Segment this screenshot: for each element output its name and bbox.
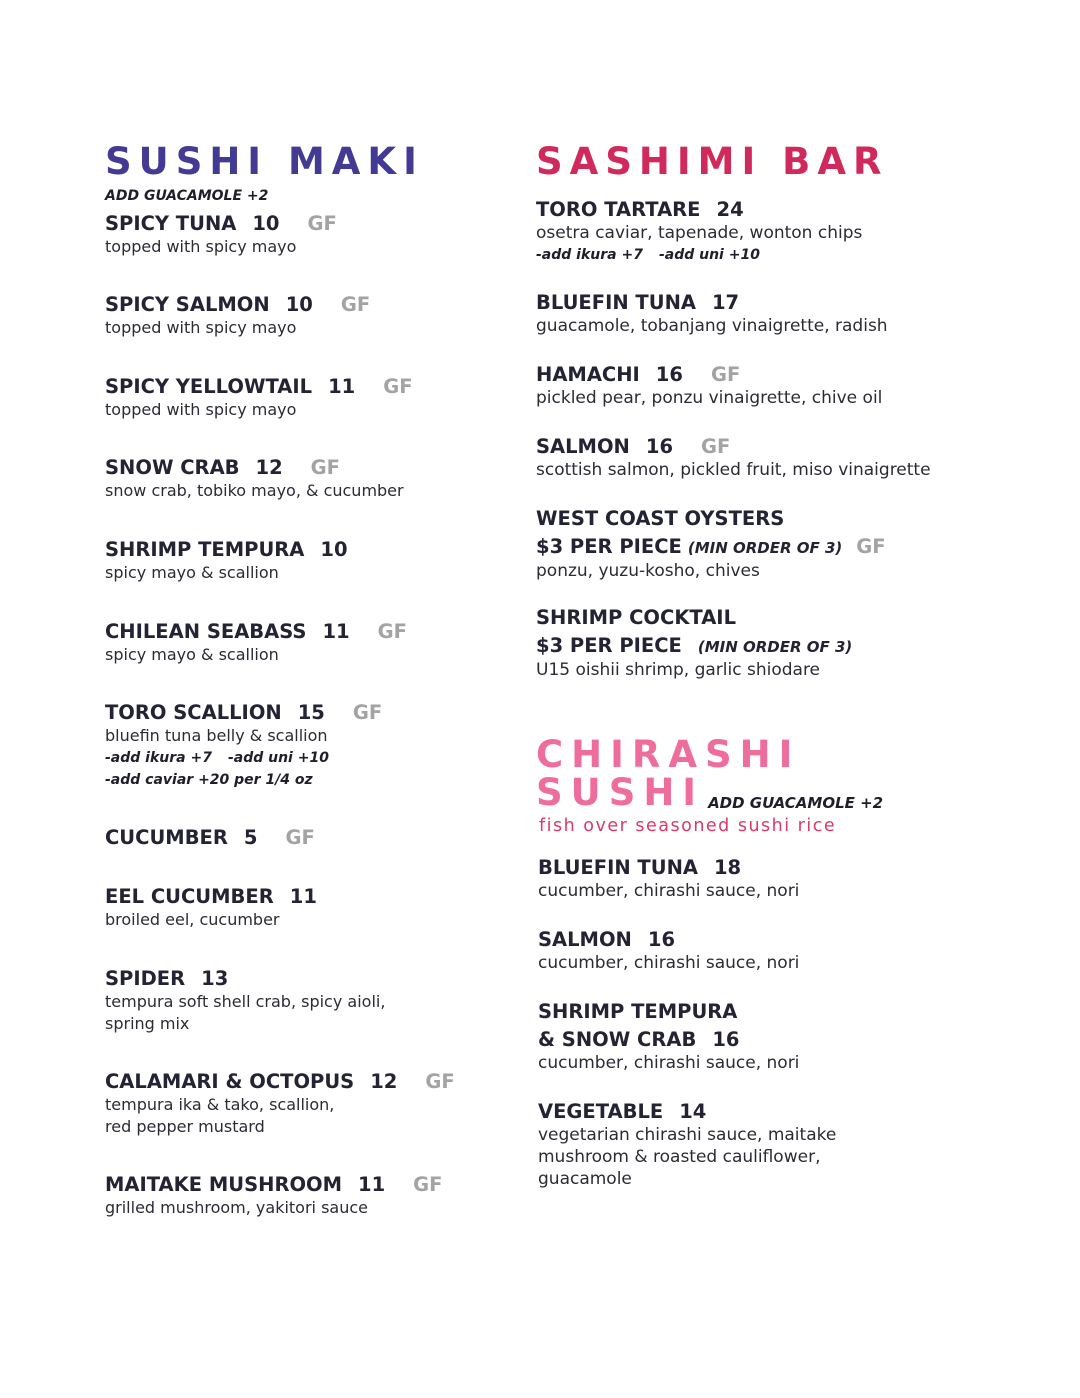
min-order: (MIN ORDER OF 3) — [687, 539, 843, 557]
addon-caviar: -add caviar +20 per 1/4 oz — [105, 772, 313, 788]
addon-ikura: -add ikura +7 — [105, 750, 212, 766]
item-addons — [105, 747, 382, 769]
item-price: 24 — [716, 198, 744, 221]
item-desc: snow crab, tobiko mayo, & cucumber — [105, 481, 404, 500]
menu-item-spicy-tuna — [105, 212, 337, 258]
item-price: 16 — [645, 435, 674, 458]
item-name: WEST COAST OYSTERS — [536, 507, 785, 530]
menu-item-salmon — [536, 435, 931, 481]
item-desc: tempura soft shell crab, spicy aioli, — [105, 992, 386, 1011]
item-desc: pickled pear, ponzu vinaigrette, chive oil — [536, 388, 883, 408]
menu-item-cucumber — [105, 826, 315, 850]
gf-badge: GF — [377, 620, 407, 643]
item-desc: grilled mushroom, yakitori sauce — [105, 1198, 368, 1217]
item-desc: cucumber, chirashi sauce, nori — [538, 881, 800, 901]
item-desc: topped with spicy mayo — [105, 400, 297, 419]
item-desc: guacamole, tobanjang vinaigrette, radish — [536, 316, 888, 336]
gf-badge: GF — [307, 212, 337, 235]
chirashi-title-line1: CHIRASHI — [536, 733, 801, 776]
menu-item-snow-crab — [105, 456, 404, 502]
item-desc: spring mix — [105, 1014, 190, 1033]
item-name: TORO SCALLION — [105, 701, 282, 724]
item-name: CALAMARI & OCTOPUS — [105, 1070, 355, 1093]
menu-item-chirashi-bluefin-tuna — [538, 856, 799, 902]
item-price: 11 — [289, 885, 317, 908]
item-name: SPIDER — [105, 967, 186, 990]
item-desc: cucumber, chirashi sauce, nori — [538, 953, 800, 973]
menu-item-chirashi-salmon — [538, 928, 799, 974]
chirashi-subtitle: fish over seasoned sushi rice — [539, 816, 837, 836]
item-name: MAITAKE MUSHROOM — [105, 1173, 343, 1196]
item-price: 15 — [297, 701, 325, 724]
item-desc: osetra caviar, tapenade, wonton chips — [536, 223, 863, 243]
gf-badge: GF — [340, 293, 371, 316]
gf-badge: GF — [710, 363, 741, 386]
gf-badge: GF — [701, 435, 731, 458]
item-price: 11 — [328, 375, 356, 398]
menu-item-west-coast-oysters — [536, 507, 886, 582]
addon-uni: -add uni +10 — [227, 750, 329, 766]
menu-item-spicy-yellowtail — [105, 375, 413, 421]
item-addons — [536, 244, 862, 266]
addon-ikura: -add ikura +7 — [536, 247, 643, 263]
item-price: 16 — [655, 363, 683, 386]
item-price: 16 — [647, 928, 676, 951]
item-name: SHRIMP TEMPURA — [538, 1000, 738, 1023]
item-desc: red pepper mustard — [105, 1117, 265, 1136]
gf-badge: GF — [285, 826, 315, 849]
menu-item-shrimp-cocktail — [536, 606, 852, 681]
sashimi-section — [536, 140, 976, 680]
item-price: 13 — [201, 967, 229, 990]
chirashi-guacamole-note: ADD GUACAMOLE +2 — [708, 794, 884, 812]
maki-section — [105, 140, 505, 1217]
item-price: 14 — [679, 1100, 707, 1123]
item-name: VEGETABLE — [538, 1100, 664, 1123]
item-name: CHILEAN SEABASS — [105, 620, 307, 643]
maki-title: SUSHI MAKI — [105, 140, 424, 183]
item-desc: spicy mayo & scallion — [105, 563, 279, 582]
item-name: SALMON — [538, 928, 632, 951]
gf-badge: GF — [383, 375, 413, 398]
item-price: 11 — [358, 1173, 386, 1196]
item-price-line: $3 PER PIECE — [536, 535, 682, 558]
item-name: EEL CUCUMBER — [105, 885, 274, 908]
maki-guacamole-note: ADD GUACAMOLE +2 — [105, 188, 269, 204]
menu-item-chilean-seabass — [105, 620, 407, 666]
gf-badge: GF — [856, 535, 886, 558]
item-desc: vegetarian chirashi sauce, maitake — [538, 1125, 837, 1145]
item-desc: tempura ika & tako, scallion, — [105, 1095, 335, 1114]
item-price: 12 — [370, 1070, 398, 1093]
item-name: SPICY SALMON — [105, 293, 270, 316]
menu-item-eel-cucumber — [105, 885, 317, 931]
menu-item-spider — [105, 967, 385, 1035]
min-order: (MIN ORDER OF 3) — [697, 638, 853, 656]
item-desc: cucumber, chirashi sauce, nori — [538, 1053, 800, 1073]
item-desc: topped with spicy mayo — [105, 318, 297, 337]
gf-badge: GF — [310, 456, 340, 479]
menu-item-bluefin-tuna — [536, 291, 888, 337]
menu-item-toro-scallion — [105, 701, 382, 791]
menu-item-spicy-salmon — [105, 293, 370, 339]
menu-item-chirashi-shrimp-snow-crab — [538, 1000, 799, 1074]
item-name: SALMON — [536, 435, 630, 458]
menu-item-hamachi — [536, 363, 882, 409]
chirashi-section — [536, 733, 996, 1189]
sashimi-title: SASHIMI BAR — [536, 140, 889, 183]
item-name: BLUEFIN TUNA — [536, 291, 696, 314]
item-desc: spicy mayo & scallion — [105, 645, 279, 664]
menu-item-shrimp-tempura — [105, 538, 348, 584]
item-price: 17 — [711, 291, 740, 314]
item-price: 10 — [320, 538, 348, 561]
item-name: CUCUMBER — [105, 826, 228, 849]
gf-badge: GF — [413, 1173, 443, 1196]
item-name: SPICY TUNA — [105, 212, 237, 235]
item-price: 10 — [285, 293, 313, 316]
item-price: 16 — [712, 1028, 740, 1051]
item-desc: guacamole — [538, 1169, 632, 1189]
chirashi-title-row — [536, 771, 996, 814]
item-desc: mushroom & roasted cauliflower, — [538, 1147, 821, 1167]
item-name: SNOW CRAB — [105, 456, 240, 479]
item-name: BLUEFIN TUNA — [538, 856, 698, 879]
item-desc: bluefin tuna belly & scallion — [105, 726, 328, 745]
chirashi-title-line2: SUSHI — [536, 771, 705, 814]
item-name: & SNOW CRAB — [538, 1028, 697, 1051]
item-desc: ponzu, yuzu-kosho, chives — [536, 561, 760, 581]
item-desc: topped with spicy mayo — [105, 237, 297, 256]
item-price: 12 — [255, 456, 283, 479]
menu-item-calamari-octopus — [105, 1070, 455, 1138]
item-price: 5 — [243, 826, 258, 849]
item-price: 10 — [252, 212, 280, 235]
item-name: SHRIMP TEMPURA — [105, 538, 305, 561]
item-price: 18 — [713, 856, 742, 879]
menu-item-chirashi-vegetable — [538, 1100, 836, 1190]
item-name: SHRIMP COCKTAIL — [536, 606, 736, 629]
item-price: 11 — [322, 620, 350, 643]
item-desc: broiled eel, cucumber — [105, 910, 280, 929]
item-name: HAMACHI — [536, 363, 640, 386]
addon-uni: -add uni +10 — [658, 247, 760, 263]
item-price-line: $3 PER PIECE — [536, 634, 682, 657]
gf-badge: GF — [425, 1070, 455, 1093]
item-name: SPICY YELLOWTAIL — [105, 375, 313, 398]
item-desc: U15 oishii shrimp, garlic shiodare — [536, 660, 821, 680]
item-desc: scottish salmon, pickled fruit, miso vinaigrette — [536, 460, 931, 480]
gf-badge: GF — [352, 701, 383, 724]
menu-item-toro-tartare — [536, 198, 862, 266]
item-name: TORO TARTARE — [536, 198, 701, 221]
menu-item-maitake-mushroom — [105, 1173, 443, 1219]
